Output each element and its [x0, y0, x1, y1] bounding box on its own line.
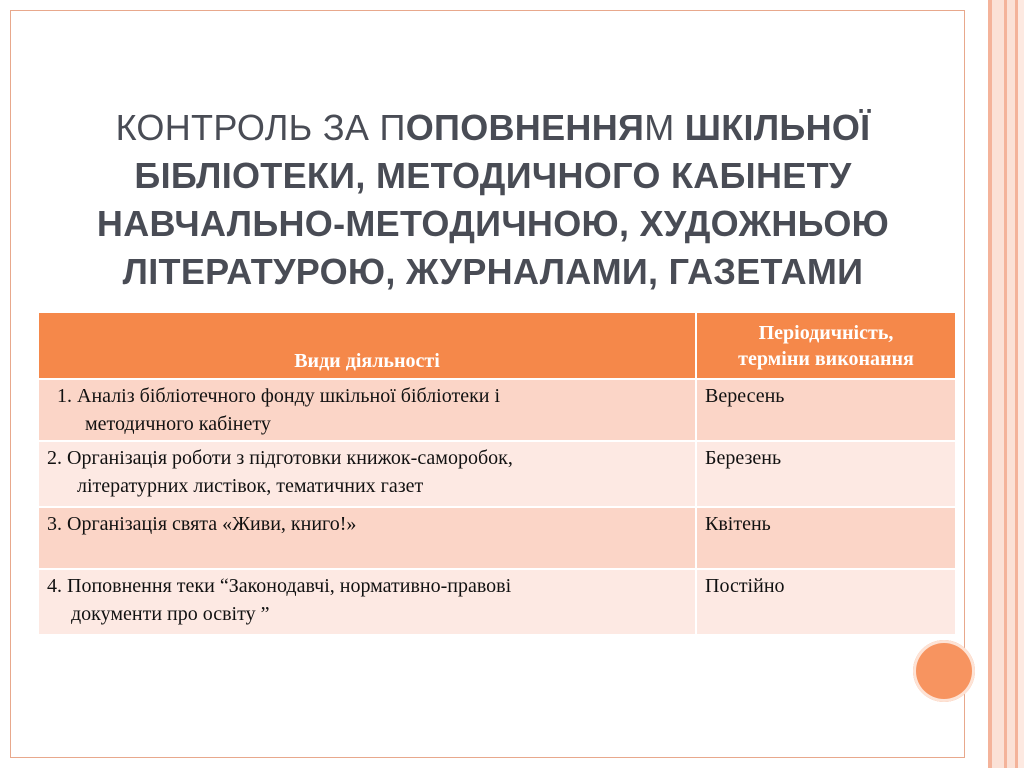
- decorative-stripes: [982, 0, 1024, 768]
- title-part-4: ШКІЛЬНОЇ БІБЛІОТЕКИ, МЕТОДИЧНОГО КАБІНЕТУ НАВЧАЛЬНО-МЕТОДИЧНОЮ, ХУДОЖНЬОЮ ЛІТЕРАТУРОЮ, ЖУРНАЛАМИ, ГАЗЕТАМИ: [96, 107, 890, 292]
- table-row: [38, 569, 956, 635]
- title-part-1: КОНТРОЛЬ ЗА П: [115, 107, 406, 148]
- activity-text-line1: Аналіз бібліотечного фонду шкільної бібліотеки і: [77, 385, 501, 407]
- activity-text-line2: документи про освіту ”: [71, 603, 270, 625]
- activity-text-line2: методичного кабінету: [85, 413, 271, 435]
- header-activities: Види діяльності: [38, 312, 696, 379]
- header-periodicity: [696, 312, 956, 379]
- row-number: 4.: [47, 575, 62, 597]
- activity-cell: [38, 507, 696, 569]
- activity-cell: [38, 569, 696, 635]
- activity-cell: [38, 441, 696, 507]
- row-number: 3.: [47, 513, 62, 535]
- slide-title: [40, 104, 946, 296]
- header-periodicity-line1: Періодичність,: [758, 321, 894, 344]
- table-header-row: [38, 312, 956, 379]
- activity-text-line2: літературних листівок, тематичних газет: [77, 475, 424, 497]
- title-part-3: М: [644, 107, 675, 148]
- term-cell: Постійно: [696, 569, 956, 635]
- title-part-2: ОПОВНЕННЯ: [405, 107, 645, 148]
- table-row: [38, 507, 956, 569]
- activity-text-line1: Організація роботи з підготовки книжок-саморобок,: [67, 447, 513, 469]
- term-cell: Квітень: [696, 507, 956, 569]
- activities-table: [37, 311, 957, 636]
- term-cell: Березень: [696, 441, 956, 507]
- term-cell: Вересень: [696, 379, 956, 441]
- row-number: 2.: [47, 447, 62, 469]
- table-row: [38, 441, 956, 507]
- activity-cell: [38, 379, 696, 441]
- table-row: [38, 379, 956, 441]
- row-number: 1.: [57, 385, 72, 407]
- activity-text-line1: Організація свята «Живи, книго!»: [67, 513, 357, 535]
- decorative-circle: [913, 640, 975, 702]
- header-periodicity-line2: терміни виконання: [738, 347, 914, 370]
- activity-text-line1: Поповнення теки “Законодавчі, нормативно-правові: [67, 575, 512, 597]
